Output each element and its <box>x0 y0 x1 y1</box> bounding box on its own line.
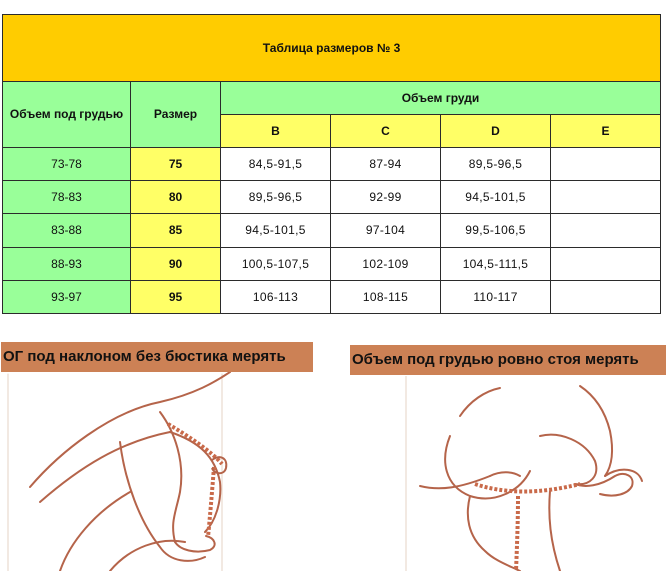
table-row <box>3 181 661 214</box>
standing-underbust-illustration <box>400 376 669 571</box>
cell-cup-c: 87-94 <box>331 147 441 180</box>
cell-cup-c: 108-115 <box>331 280 441 313</box>
cell-cup-d: 89,5-96,5 <box>441 147 551 180</box>
cell-cup-b: 94,5-101,5 <box>221 214 331 247</box>
cell-underbust: 83-88 <box>3 214 131 247</box>
cell-cup-b: 100,5-107,5 <box>221 247 331 280</box>
caption-left: ОГ под наклоном без бюстика мерять <box>1 342 313 372</box>
cell-cup-e <box>551 280 661 313</box>
cell-cup-c: 102-109 <box>331 247 441 280</box>
size-chart-table <box>2 14 661 314</box>
header-cup-b: B <box>221 114 331 147</box>
table-row <box>3 247 661 280</box>
cell-cup-e <box>551 214 661 247</box>
table-row <box>3 280 661 313</box>
header-bust: Объем груди <box>221 82 661 114</box>
cell-size: 95 <box>131 280 221 313</box>
header-cup-c: C <box>331 114 441 147</box>
cell-underbust: 73-78 <box>3 147 131 180</box>
cell-cup-e <box>551 247 661 280</box>
cell-cup-c: 92-99 <box>331 181 441 214</box>
table-row <box>3 214 661 247</box>
cell-cup-d: 99,5-106,5 <box>441 214 551 247</box>
cell-cup-b: 89,5-96,5 <box>221 181 331 214</box>
header-cup-e: E <box>551 114 661 147</box>
cell-underbust: 78-83 <box>3 181 131 214</box>
cell-cup-e <box>551 147 661 180</box>
cell-cup-e <box>551 181 661 214</box>
cell-underbust: 93-97 <box>3 280 131 313</box>
caption-right: Объем под грудью ровно стоя мерять <box>350 345 666 375</box>
header-size: Размер <box>131 82 221 147</box>
cell-cup-d: 104,5-111,5 <box>441 247 551 280</box>
cell-cup-b: 106-113 <box>221 280 331 313</box>
table-row <box>3 147 661 180</box>
cell-size: 75 <box>131 147 221 180</box>
cell-cup-d: 110-117 <box>441 280 551 313</box>
cell-cup-d: 94,5-101,5 <box>441 181 551 214</box>
cell-size: 80 <box>131 181 221 214</box>
header-underbust: Объем под грудью <box>3 82 131 147</box>
cell-underbust: 88-93 <box>3 247 131 280</box>
cell-cup-c: 97-104 <box>331 214 441 247</box>
cell-size: 85 <box>131 214 221 247</box>
header-cup-d: D <box>441 114 551 147</box>
cell-cup-b: 84,5-91,5 <box>221 147 331 180</box>
cell-size: 90 <box>131 247 221 280</box>
bent-over-measurement-illustration <box>0 372 320 571</box>
table-title: Таблица размеров № 3 <box>3 15 661 82</box>
